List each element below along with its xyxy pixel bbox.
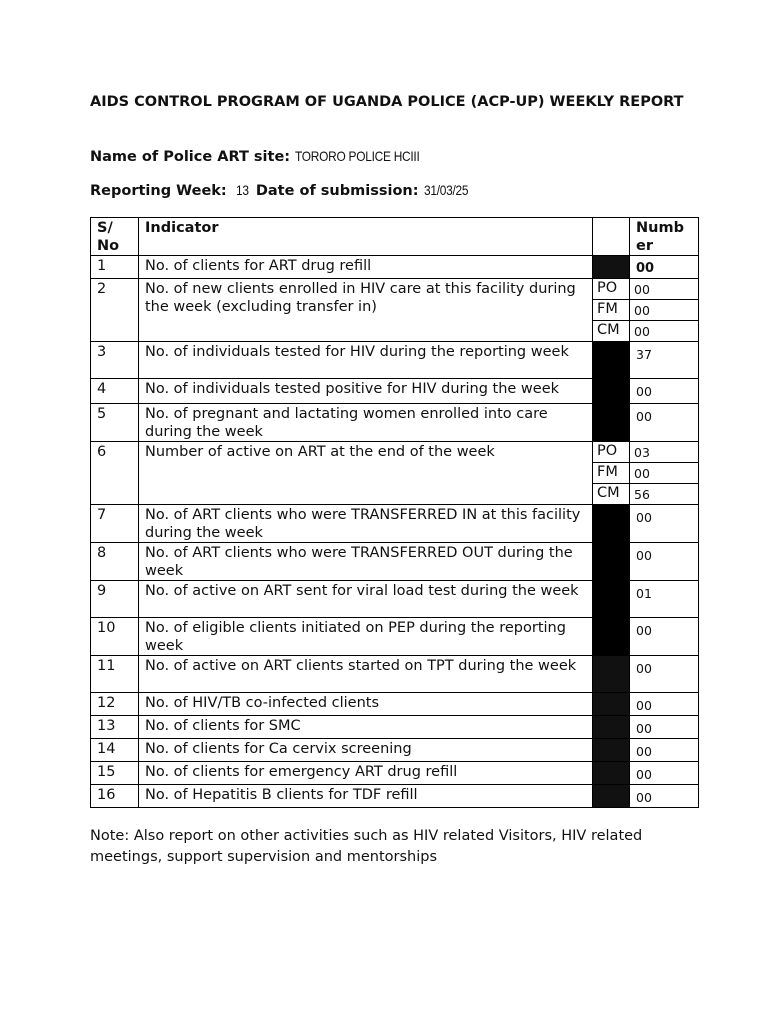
shaded-cell [593,505,630,543]
table-row [91,693,699,716]
row-number: 11 [91,656,139,693]
table-header-row [91,218,699,256]
shaded-cell [593,256,630,279]
row-value: 00 [630,256,699,279]
table-row [91,442,699,463]
row-number: 10 [91,618,139,656]
row-number: 12 [91,693,139,716]
table-row [91,762,699,785]
row-subcode: PO [593,279,630,300]
row-value: 01 [630,581,699,618]
row-value: 00 [630,618,699,656]
row-value: 37 [630,342,699,379]
table-row [91,618,699,656]
row-indicator: No. of clients for SMC [139,716,593,739]
row-indicator: No. of ART clients who were TRANSFERRED OUT during the week [139,543,593,581]
shaded-cell [593,342,630,379]
header-indicator: Indicator [139,218,593,256]
row-value: 56 [630,484,699,505]
site-label: Name of Police ART site: [90,149,291,165]
table-row [91,785,699,808]
row-value: 03 [630,442,699,463]
row-value: 00 [630,762,699,785]
row-subcode: FM [593,463,630,484]
shaded-cell [593,618,630,656]
row-number: 4 [91,379,139,404]
table-row [91,581,699,618]
row-indicator: No. of individuals tested positive for HIV during the week [139,379,593,404]
site-value: TORORO POLICE HCIII [295,148,420,164]
row-indicator: No. of eligible clients initiated on PEP during the reporting week [139,618,593,656]
row-indicator: No. of HIV/TB co-infected clients [139,693,593,716]
row-value: 00 [630,785,699,808]
row-number: 7 [91,505,139,543]
shaded-cell [593,543,630,581]
table-row [91,342,699,379]
shaded-cell [593,739,630,762]
table-row [91,379,699,404]
row-indicator: No. of new clients enrolled in HIV care at this facility during the week (excluding transfer in) [139,279,593,342]
row-indicator: No. of ART clients who were TRANSFERRED IN at this facility during the week [139,505,593,543]
row-value: 00 [630,279,699,300]
row-number: 6 [91,442,139,505]
row-subcode: PO [593,442,630,463]
row-value: 00 [630,716,699,739]
shaded-cell [593,693,630,716]
row-indicator: No. of clients for emergency ART drug refill [139,762,593,785]
row-indicator: No. of clients for ART drug refill [139,256,593,279]
row-subcode: CM [593,321,630,342]
row-value: 00 [630,321,699,342]
row-number: 16 [91,785,139,808]
row-number: 5 [91,404,139,442]
row-indicator: No. of active on ART sent for viral load test during the week [139,581,593,618]
row-value: 00 [630,505,699,543]
row-value: 00 [630,404,699,442]
table-row [91,739,699,762]
shaded-cell [593,785,630,808]
shaded-cell [593,716,630,739]
table-row [91,404,699,442]
header-sno: S/ No [91,218,139,256]
table-row [91,716,699,739]
row-indicator: No. of Hepatitis B clients for TDF refill [139,785,593,808]
footer-note: Note: Also report on other activities such as HIV related Visitors, HIV related meetings, support supervision and mentorships [90,828,643,865]
table-row [91,279,699,300]
site-line [90,148,442,165]
week-value: 13 [235,182,249,198]
row-value: 00 [630,463,699,484]
report-title: AIDS CONTROL PROGRAM OF UGANDA POLICE (ACP-UP) WEEKLY REPORT [90,94,684,110]
shaded-cell [593,379,630,404]
row-value: 00 [630,693,699,716]
indicator-table [90,217,699,808]
row-subcode: CM [593,484,630,505]
row-value: 00 [630,656,699,693]
table-row [91,505,699,543]
row-number: 2 [91,279,139,342]
row-number: 15 [91,762,139,785]
row-subcode: FM [593,300,630,321]
header-code-cell [593,218,630,256]
row-number: 3 [91,342,139,379]
row-indicator: Number of active on ART at the end of the week [139,442,593,505]
row-indicator: No. of pregnant and lactating women enrolled into care during the week [139,404,593,442]
week-line [90,182,476,199]
row-number: 8 [91,543,139,581]
table-row [91,656,699,693]
submission-value: 31/03/25 [423,182,468,198]
shaded-cell [593,656,630,693]
header-number: Numb er [630,218,699,256]
week-label: Reporting Week: [90,183,227,199]
row-number: 13 [91,716,139,739]
table-row [91,256,699,279]
table-row [91,543,699,581]
row-value: 00 [630,543,699,581]
shaded-cell [593,762,630,785]
row-indicator: No. of individuals tested for HIV during the reporting week [139,342,593,379]
row-number: 14 [91,739,139,762]
submission-label: Date of submission: [255,183,419,199]
row-number: 9 [91,581,139,618]
row-number: 1 [91,256,139,279]
row-value: 00 [630,739,699,762]
row-value: 00 [630,300,699,321]
shaded-cell [593,404,630,442]
row-value: 00 [630,379,699,404]
row-indicator: No. of active on ART clients started on TPT during the week [139,656,593,693]
row-indicator: No. of clients for Ca cervix screening [139,739,593,762]
shaded-cell [593,581,630,618]
